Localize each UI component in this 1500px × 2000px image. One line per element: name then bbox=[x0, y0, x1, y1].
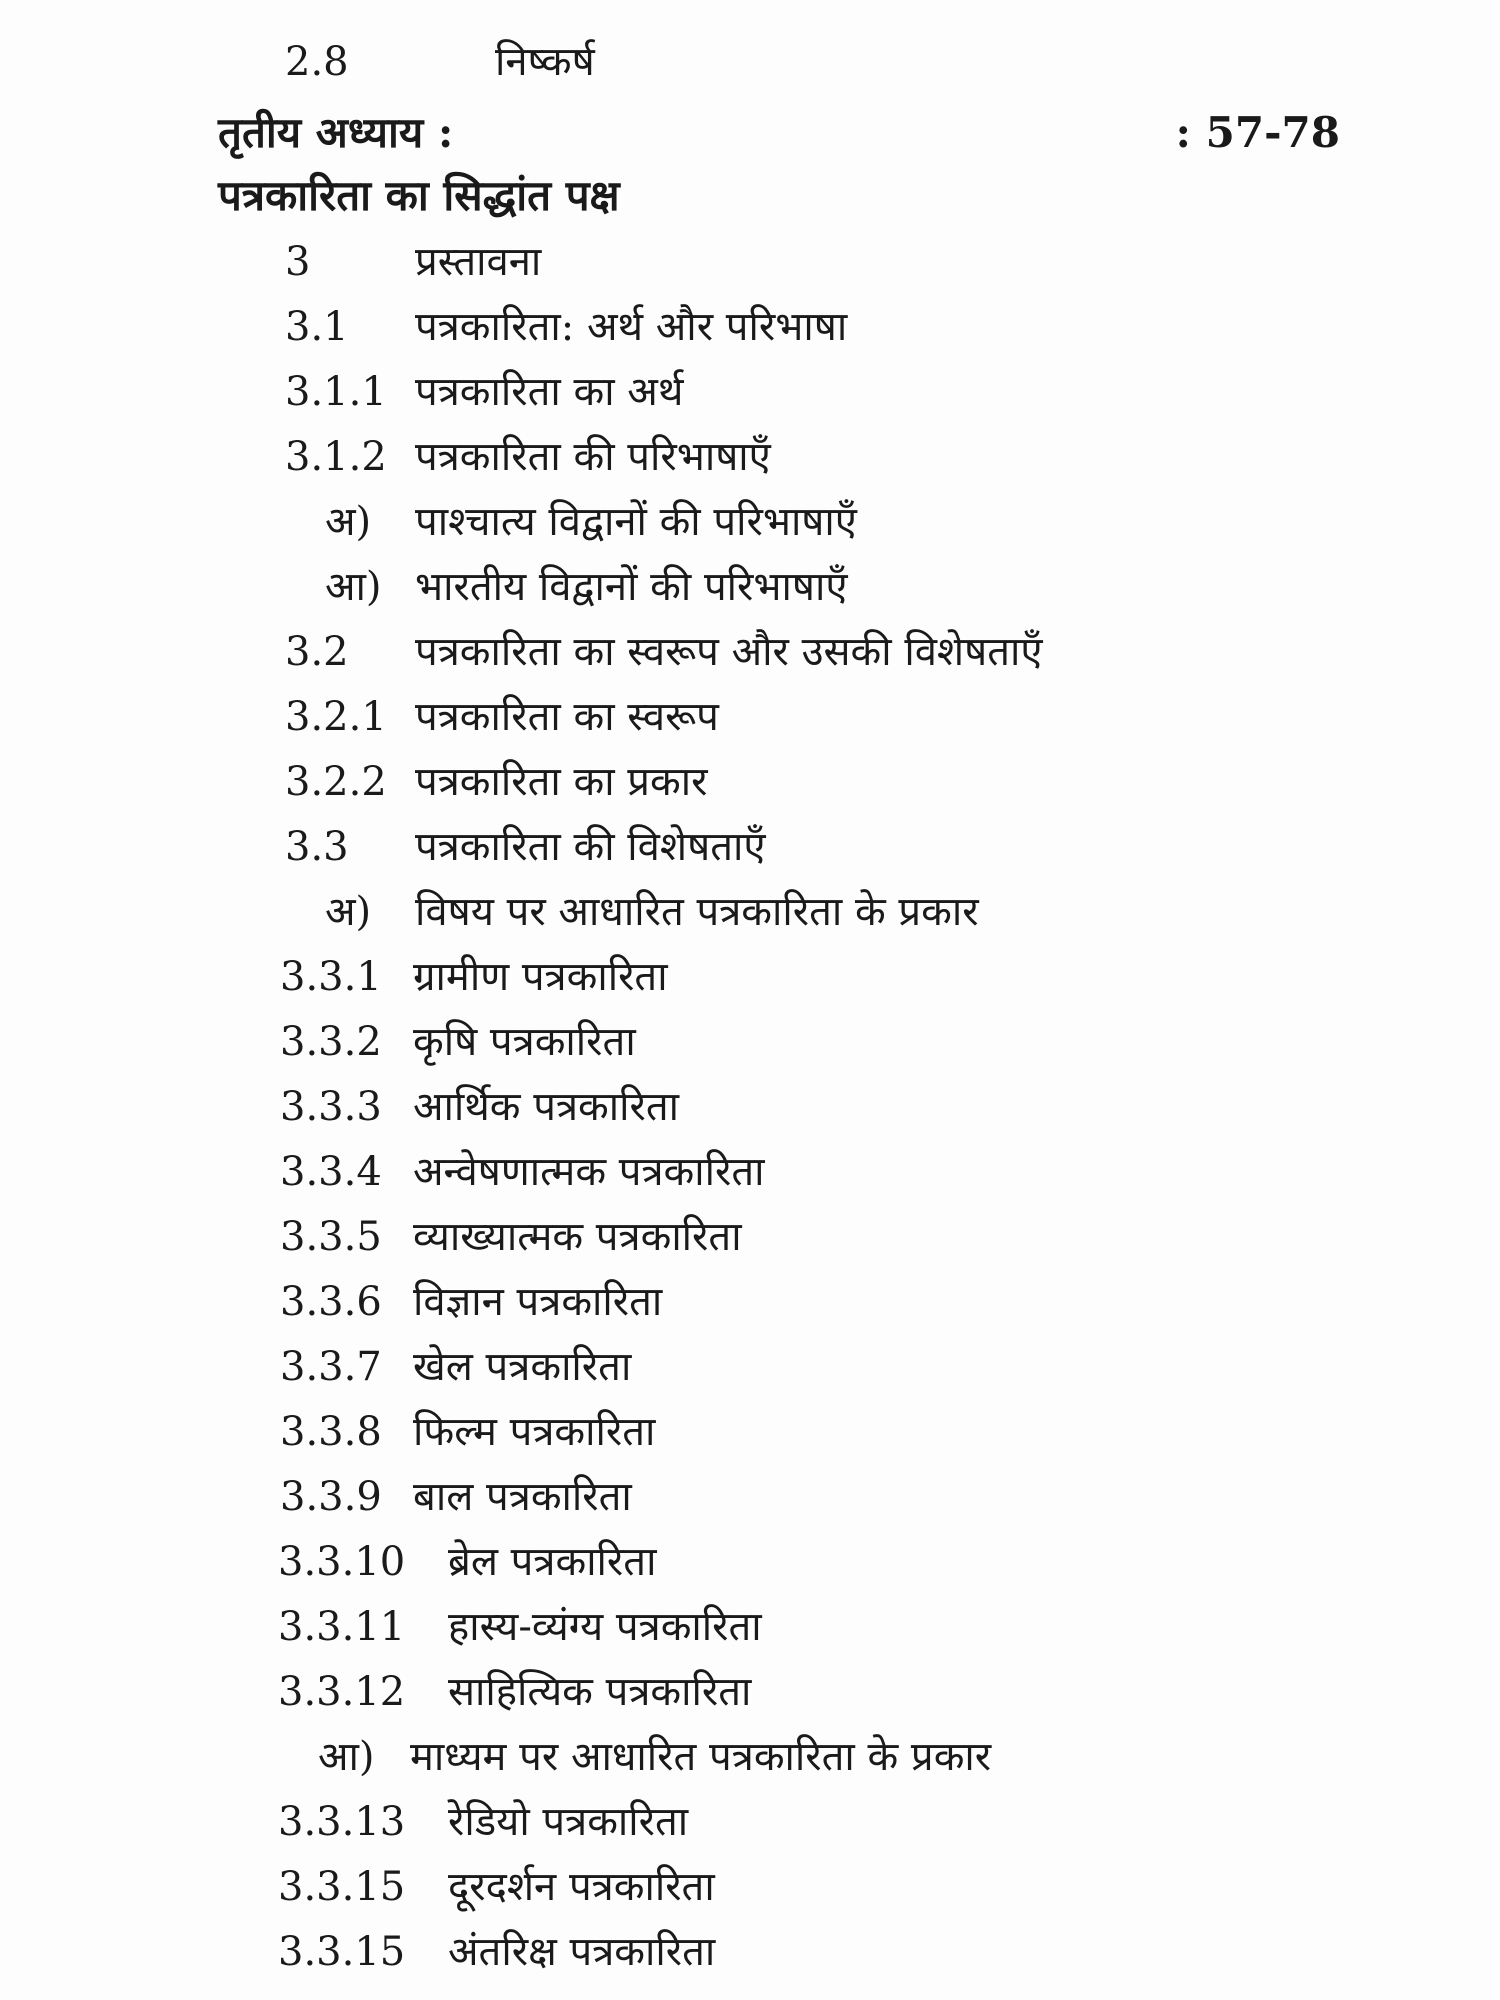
entry-text: अंतरिक्ष पत्रकारिता bbox=[448, 1929, 716, 1975]
entry-text: पत्रकारिता का प्रकार bbox=[415, 759, 708, 805]
entry-text: माध्यम पर आधारित पत्रकारिता के प्रकार bbox=[410, 1734, 992, 1780]
entry-number: 3.3.2 bbox=[280, 1019, 382, 1065]
entry-text: कृषि पत्रकारिता bbox=[413, 1019, 636, 1065]
entry-text: हास्य-व्यंग्य पत्रकारिता bbox=[448, 1604, 762, 1650]
entry-text: विषय पर आधारित पत्रकारिता के प्रकार bbox=[415, 889, 979, 935]
entry-text: निष्कर्ष bbox=[495, 39, 595, 85]
entry-number: 3.3.15 bbox=[278, 1929, 406, 1975]
entry-number: 3.3.11 bbox=[278, 1604, 406, 1650]
entry-number: 3.3.13 bbox=[278, 1799, 406, 1845]
entry-text: पत्रकारिता का स्वरूप और उसकी विशेषताएँ bbox=[415, 629, 1043, 675]
entry-number: 3.3 bbox=[285, 824, 349, 870]
entry-text: साहित्यिक पत्रकारिता bbox=[448, 1669, 752, 1715]
entry-number: 3.3.6 bbox=[280, 1279, 382, 1325]
entry-text: दूरदर्शन पत्रकारिता bbox=[448, 1864, 715, 1910]
entry-text: आर्थिक पत्रकारिता bbox=[413, 1084, 679, 1130]
entry-text: ग्रामीण पत्रकारिता bbox=[413, 954, 668, 1000]
entry-text: भारतीय विद्वानों की परिभाषाएँ bbox=[415, 564, 848, 610]
entry-number: आ) bbox=[325, 564, 382, 610]
entry-number: 3.3.12 bbox=[278, 1669, 406, 1715]
entry-text: पत्रकारिता की विशेषताएँ bbox=[415, 824, 766, 870]
entry-text: पाश्चात्य विद्वानों की परिभाषाएँ bbox=[415, 499, 857, 545]
entry-number: 3.3.4 bbox=[280, 1149, 382, 1195]
entry-text: व्याख्यात्मक पत्रकारिता bbox=[413, 1214, 742, 1260]
entry-number: 3.1.1 bbox=[285, 369, 387, 415]
chapter-title-text: पत्रकारिता का सिद्धांत पक्ष bbox=[218, 171, 620, 220]
entry-text: फिल्म पत्रकारिता bbox=[413, 1409, 656, 1455]
entry-number: 3.3.1 bbox=[280, 954, 382, 1000]
entry-number: 3.3.10 bbox=[278, 1539, 406, 1585]
entry-text: बाल पत्रकारिता bbox=[413, 1474, 632, 1520]
entry-number: अ) bbox=[325, 499, 372, 545]
entry-text: पत्रकारिता का स्वरूप bbox=[415, 694, 719, 740]
entry-number: 3.3.5 bbox=[280, 1214, 382, 1260]
entry-text: प्रस्तावना bbox=[415, 239, 542, 285]
entry-number: अ) bbox=[325, 889, 372, 935]
entry-number: 3 bbox=[285, 239, 311, 285]
entry-text: रेडियो पत्रकारिता bbox=[448, 1799, 689, 1845]
entry-number: 2.8 bbox=[285, 39, 349, 85]
chapter-page-range: : 57-78 bbox=[1175, 108, 1340, 157]
entry-text: पत्रकारिता का अर्थ bbox=[415, 369, 684, 415]
entry-text: अन्वेषणात्मक पत्रकारिता bbox=[413, 1149, 765, 1195]
entry-number: आ) bbox=[318, 1734, 375, 1780]
chapter-label: तृतीय अध्याय : bbox=[218, 108, 454, 157]
entry-number: 3.2.2 bbox=[285, 759, 387, 805]
entry-number: 3.3.15 bbox=[278, 1864, 406, 1910]
entry-number: 3.1 bbox=[285, 304, 349, 350]
entry-text: विज्ञान पत्रकारिता bbox=[413, 1279, 663, 1325]
entry-number: 3.3.9 bbox=[280, 1474, 382, 1520]
entry-number: 3.1.2 bbox=[285, 434, 387, 480]
entry-number: 3.2 bbox=[285, 629, 349, 675]
entry-number: 3.2.1 bbox=[285, 694, 387, 740]
entry-text: ब्रेल पत्रकारिता bbox=[448, 1539, 657, 1585]
entry-number: 3.3.8 bbox=[280, 1409, 382, 1455]
entry-text: पत्रकारिता की परिभाषाएँ bbox=[415, 434, 771, 480]
entry-number: 3.3.7 bbox=[280, 1344, 382, 1390]
entry-text: खेल पत्रकारिता bbox=[413, 1344, 632, 1390]
entry-number: 3.3.3 bbox=[280, 1084, 382, 1130]
entry-text: पत्रकारिता: अर्थ और परिभाषा bbox=[415, 304, 848, 350]
